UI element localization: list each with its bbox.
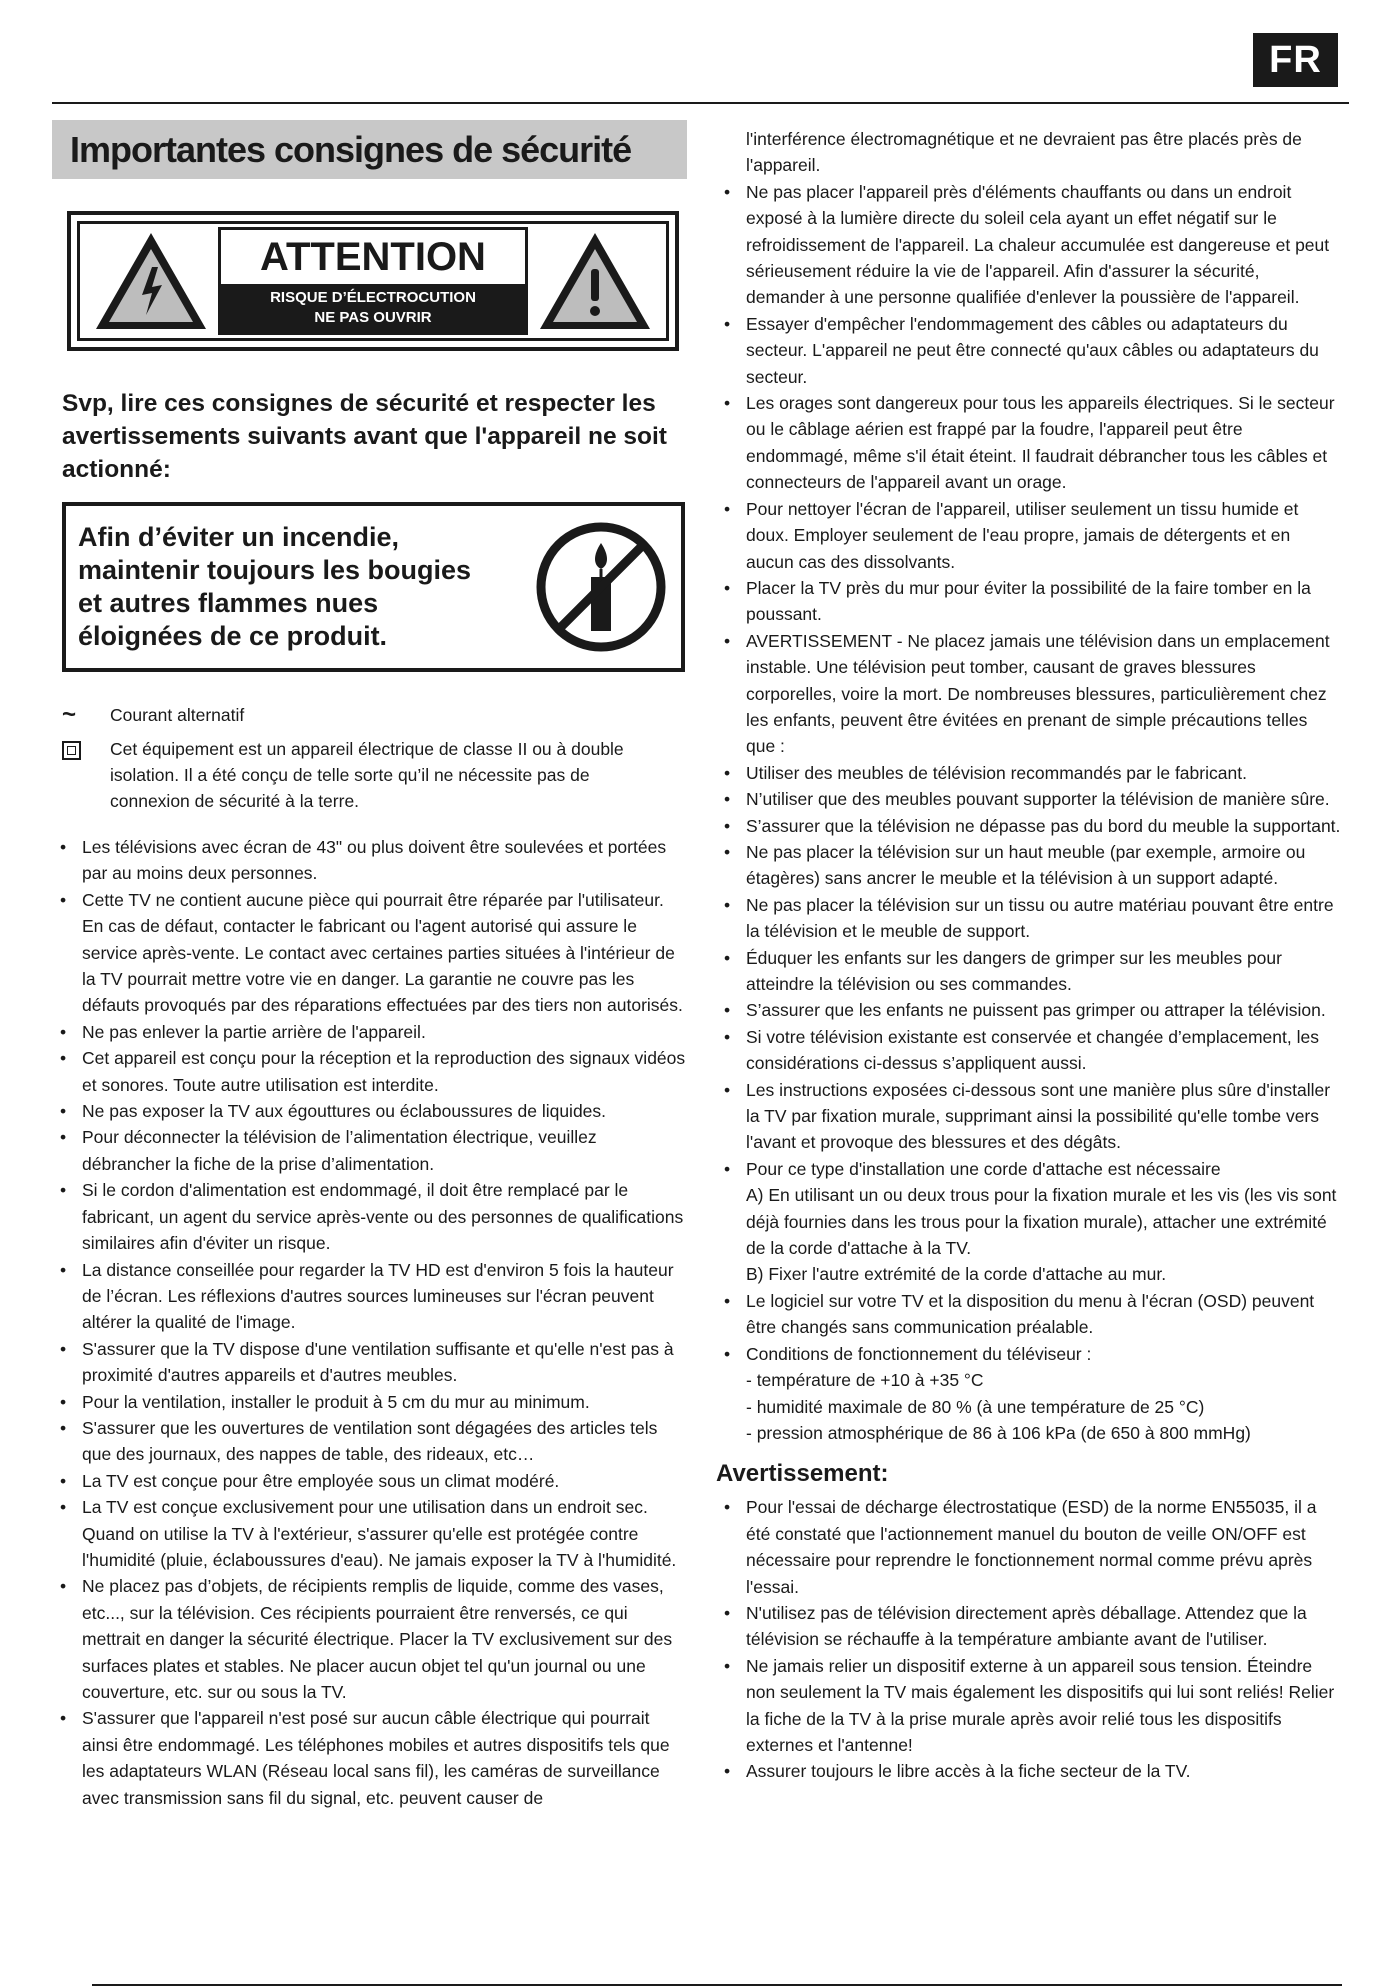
list-item: • N’utiliser que des meubles pouvant supporter la télévision de manière sûre. (716, 786, 1341, 812)
condition-line: - pression atmosphérique de 86 à 106 kPa (de 650 à 800 mmHg) (746, 1422, 1251, 1443)
list-item: • Cet appareil est conçu pour la réception et la reproduction des signaux vidéos et sonores. Toute autre utilisation est interdite. (52, 1045, 687, 1098)
do-not-open-text: NE PAS OUVRIR (314, 309, 432, 326)
lightning-warning-icon (92, 229, 210, 333)
warning-heading: Avertissement: (716, 1460, 889, 1488)
list-item: • La TV est conçue pour être employée sous un climat modéré. (52, 1468, 687, 1494)
warning-list (716, 1494, 1341, 1784)
list-item: • Pour nettoyer l'écran de l'appareil, utiliser seulement un tissu humide et doux. Employer seulement de l'eau propre, jamais de détergents et en aucun cas des dissolvants. (716, 496, 1341, 575)
condition-line: - humidité maximale de 80 % (à une température de 25 °C) (746, 1396, 1205, 1417)
attach-text: Pour ce type d'installation une corde d'attache est nécessaire (746, 1158, 1221, 1179)
list-item: • Le logiciel sur votre TV et la disposition du menu à l'écran (OSD) peuvent être changés sans communication préalable. (716, 1288, 1341, 1341)
electric-shock-warning-label (67, 211, 679, 351)
list-item (716, 1156, 1341, 1288)
right-column (716, 126, 1341, 1785)
double-square-icon (62, 741, 81, 760)
fire-warning-box (62, 502, 685, 672)
attach-step-b: B) Fixer l'autre extrémité de la corde d'attache au mur. (746, 1264, 1167, 1285)
ac-text: Courant alternatif (110, 705, 245, 725)
exclamation-warning-icon (536, 229, 654, 333)
list-item (716, 1341, 1341, 1447)
ac-wave-icon: ~ (62, 701, 77, 728)
intro-instruction: Svp, lire ces consignes de sécurité et respecter les avertissements suivants avant que l'appareil ne soit actionné: (62, 390, 667, 483)
class2-text: Cet équipement est un appareil électrique de classe II ou à double isolation. Il a été conçu de telle sorte qu’il ne nécessite pas de connexion de sécurité à la terre. (110, 739, 624, 811)
header-rule (52, 102, 1349, 104)
list-item: • Pour l'essai de décharge électrostatique (ESD) de la norme EN55035, il a été constaté que l'actionnement manuel du bouton de veille ON/OFF est nécessaire pour reprendre le fonctionnement normal comme prévu après l'essai. (716, 1494, 1341, 1600)
list-item: • Si le cordon d'alimentation est endommagé, il doit être remplacé par le fabricant, un agent du service après-vente ou des personnes de qualifications similaires afin d'éviter un risque. (52, 1177, 687, 1256)
list-item: • Placer la TV près du mur pour éviter la possibilité de la faire tomber en la poussant. (716, 575, 1341, 628)
right-safety-list (716, 179, 1341, 1447)
list-item: • S'assurer que la TV dispose d'une ventilation suffisante et qu'elle n'est pas à proximité d'autres appareils et d'autres meubles. (52, 1336, 687, 1389)
list-item: • Ne pas enlever la partie arrière de l'appareil. (52, 1019, 687, 1045)
fire-warning-text: Afin d’éviter un incendie, maintenir toujours les bougies et autres flammes nues éloignées de ce produit. (78, 522, 472, 651)
left-column (52, 120, 687, 1811)
list-item: • AVERTISSEMENT - Ne placez jamais une télévision dans un emplacement instable. Une télévision peut tomber, causant de graves blessures corporelles, voire la mort. De nombreuses blessures, particulièrement chez les enfants, peuvent être évitées en prenant de simple précautions telles que : (716, 628, 1341, 760)
list-item: • S'assurer que les ouvertures de ventilation sont dégagées des articles tels que des journaux, des nappes de table, des rideaux, etc… (52, 1415, 687, 1468)
attention-title: ATTENTION (260, 234, 486, 279)
ac-symbol-row (62, 702, 687, 728)
list-item: • Ne pas exposer la TV aux égouttures ou éclaboussures de liquides. (52, 1098, 687, 1124)
list-item: • Pour la ventilation, installer le produit à 5 cm du mur au minimum. (52, 1389, 687, 1415)
attach-step-a: A) En utilisant un ou deux trous pour la fixation murale et les vis (les vis sont déjà fournies dans les trous pour la fixation murale), attacher une extrémité de la corde d'attache à la TV. (746, 1185, 1337, 1259)
list-item: • Ne pas placer la télévision sur un haut meuble (par exemple, armoire ou étagères) sans ancrer le meuble et la télévision à un support adapté. (716, 839, 1341, 892)
list-item: • S'assurer que l'appareil n'est posé sur aucun câble électrique qui pourrait ainsi être endommagé. Les téléphones mobiles et autres dispositifs tels que les adaptateurs WLAN (Réseau local sans fil), les caméras de surveillance avec transmission sans fil du signal, etc. peuvent causer de (52, 1705, 687, 1811)
attention-panel (218, 227, 528, 335)
list-item: • Ne jamais relier un dispositif externe à un appareil sous tension. Éteindre non seulement la TV mais également les dispositifs qui lui sont reliés! Relier la fiche de la TV à la prise murale après avoir relié tous les dispositifs externes et l'antenne! (716, 1653, 1341, 1759)
list-item: • Les télévisions avec écran de 43" ou plus doivent être soulevées et portées par au moins deux personnes. (52, 834, 687, 887)
list-item: • Ne placez pas d’objets, de récipients remplis de liquide, comme des vases, etc..., sur la télévision. Ces récipients pourraient être renversés, ce qui mettrait en danger la sécurité électrique. Placer la TV exclusivement sur des surfaces plates et stables. Ne placer aucun objet tel qu'un journal ou une couverture, etc. sur ou sous la TV. (52, 1573, 687, 1705)
list-item: • Ne pas placer la télévision sur un tissu ou autre matériau pouvant être entre la télévision et le meuble de support. (716, 892, 1341, 945)
condition-line: - température de +10 à +35 °C (746, 1370, 984, 1391)
page-title: Importantes consignes de sécurité (52, 120, 687, 179)
list-item: • Pour déconnecter la télévision de l’alimentation électrique, veuillez débrancher la fiche de la prise d’alimentation. (52, 1124, 687, 1177)
list-item: • Les instructions exposées ci-dessous sont une manière plus sûre d'installer la TV par fixation murale, supprimant ainsi la possibilité qu'elle tombe vers l'avant et provoque des blessures et des dégâts. (716, 1077, 1341, 1156)
list-item: • Si votre télévision existante est conservée et changée d’emplacement, les considérations ci-dessus s’appliquent aussi. (716, 1024, 1341, 1077)
shock-risk-text: RISQUE D’ÉLECTROCUTION (270, 289, 476, 306)
list-item: • Essayer d'empêcher l'endommagement des câbles ou adaptateurs du secteur. L'appareil ne peut être connecté qu'aux câbles ou adaptateurs du secteur. (716, 311, 1341, 390)
list-item: • Cette TV ne contient aucune pièce qui pourrait être réparée par l'utilisateur. En cas de défaut, contacter le fabricant ou l'agent autorisé qui assure le service après-vente. Le contact avec certaines parties situées à l'intérieur de la TV pourrait mettre votre vie en danger. La garantie ne couvre pas les défauts provoqués par des réparations effectuées par des tiers non autorisés. (52, 887, 687, 1019)
class2-symbol-row (62, 736, 687, 814)
list-item: • N'utilisez pas de télévision directement après déballage. Attendez que la télévision se réchauffe à la température ambiante avant de l'utiliser. (716, 1600, 1341, 1653)
list-item: • S’assurer que la télévision ne dépasse pas du bord du meuble la supportant. (716, 813, 1341, 839)
list-item: • Assurer toujours le libre accès à la fiche secteur de la TV. (716, 1758, 1341, 1784)
continued-text: l'interférence électromagnétique et ne devraient pas être placés près de l'appareil. (746, 129, 1302, 176)
list-item: • La TV est conçue exclusivement pour une utilisation dans un endroit sec. Quand on utilise la TV à l'extérieur, s'assurer qu'elle est protégée contre l'humidité (pluie, éclaboussures d'eau). Ne jamais exposer la TV à l'humidité. (52, 1494, 687, 1573)
list-item: • Utiliser des meubles de télévision recommandés par le fabricant. (716, 760, 1341, 786)
left-safety-list (52, 834, 687, 1811)
list-item: • Ne pas placer l'appareil près d'éléments chauffants ou dans un endroit exposé à la lumière directe du soleil cela ayant un effet négatif sur le refroidissement de l'appareil. La chaleur accumulée est dangereuse et peut sérieusement réduire la vie de l'appareil. Afin d'assurer la sécurité, demander à une personne qualifiée d'enlever la poussière de l'appareil. (716, 179, 1341, 311)
footer-rule (92, 1984, 1342, 1986)
list-item: • Les orages sont dangereux pour tous les appareils électriques. Si le secteur ou le câblage aérien est frappé par la foudre, l'appareil peut être endommagé, même s'il était éteint. Il faudrait débrancher tous les câbles et connecteurs de l'appareil avant un orage. (716, 390, 1341, 496)
conditions-text: Conditions de fonctionnement du téléviseur : (746, 1343, 1092, 1364)
language-badge: FR (1253, 33, 1338, 87)
no-candle-icon (533, 519, 669, 655)
list-item: • La distance conseillée pour regarder la TV HD est d'environ 5 fois la hauteur de l’écran. Les réflexions d'autres sources lumineuses sur l'écran peuvent altérer la qualité de l'image. (52, 1257, 687, 1336)
list-item: • Éduquer les enfants sur les dangers de grimper sur les meubles pour atteindre la télévision ou ses commandes. (716, 945, 1341, 998)
list-item: • S’assurer que les enfants ne puissent pas grimper ou attraper la télévision. (716, 997, 1341, 1023)
